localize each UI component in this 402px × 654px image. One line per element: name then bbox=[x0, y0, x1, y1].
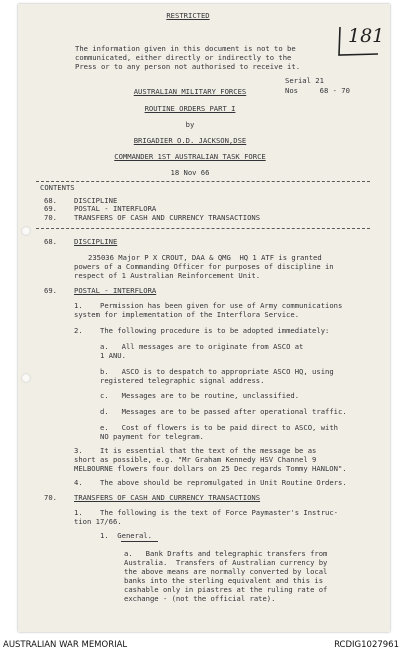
section-68-line-2: powers of a Commanding Officer for purposes of discipline in bbox=[74, 262, 334, 271]
section-68-title: DISCIPLINE bbox=[74, 237, 118, 246]
footer-record-id: RCDIG1027961 bbox=[334, 640, 399, 650]
section-69-para-1-line-1: Permission has been given for use of Army communications bbox=[100, 301, 343, 310]
contents-item-num-69: 69. bbox=[44, 204, 57, 213]
punch-hole-top bbox=[21, 226, 31, 236]
section-69-para-3-num: 3. bbox=[74, 446, 83, 455]
item-b-line-1: b. ASCO is to despatch to appropriate ASCO HQ, using bbox=[100, 367, 334, 376]
section-70-para-1-line-1: The following is the text of Force Paymaster's Instruc- bbox=[100, 508, 338, 517]
commander-title: COMMANDER 1ST AUSTRALIAN TASK FORCE bbox=[114, 152, 266, 161]
archive-footer bbox=[0, 637, 402, 653]
classification-marking: RESTRICTED bbox=[166, 11, 210, 20]
divider-1 bbox=[36, 181, 370, 182]
section-70-title: TRANSFERS OF CASH AND CURRENCY TRANSACTIONS bbox=[74, 493, 261, 502]
footer-institution: AUSTRALIAN WAR MEMORIAL bbox=[3, 640, 128, 650]
sub-a-line-2: Australia. Transfers of Australian currency by bbox=[124, 558, 328, 567]
section-69-para-4-num: 4. bbox=[74, 478, 83, 487]
section-69-title: POSTAL - INTERFLORA bbox=[74, 286, 157, 295]
document-page bbox=[18, 4, 390, 632]
section-69-para-1-num: 1. bbox=[74, 301, 83, 310]
section-70-para-1-num: 1. bbox=[74, 508, 83, 517]
punch-hole-bottom bbox=[21, 373, 31, 383]
sub-a-line-4: banks into the sterling equivalent and this is bbox=[124, 576, 324, 585]
item-c-line-1: c. Messages are to be routine, unclassified. bbox=[100, 391, 300, 400]
handwritten-page-number bbox=[336, 25, 385, 57]
notice-line-2: communicated, either directly or indirectly to the bbox=[75, 53, 292, 62]
section-68-line-3: respect of 1 Australian Reinforcement Unit. bbox=[74, 271, 261, 280]
by-line: by bbox=[185, 120, 195, 129]
contents-item-num-70: 70. bbox=[44, 213, 57, 222]
section-69-para-3-line-3: MELBOURNE flowers four dollars on 25 Dec regards Tommy HANLON". bbox=[74, 464, 347, 473]
section-69-para-4-line-1: The above should be repromulgated in Unit Routine Orders. bbox=[100, 478, 347, 487]
item-a-line-1: a. All messages are to originate from ASCO at bbox=[100, 342, 304, 351]
general-underline bbox=[121, 541, 158, 542]
divider-2 bbox=[36, 228, 370, 229]
commander-name: BRIGADIER O.D. JACKSON,DSE bbox=[133, 136, 247, 145]
contents-item-title-68: DISCIPLINE bbox=[74, 196, 118, 205]
contents-item-title-70: TRANSFERS OF CASH AND CURRENCY TRANSACTIONS bbox=[74, 213, 261, 222]
item-a-line-2: 1 ANU. bbox=[100, 351, 126, 360]
section-69-para-3-line-1: It is essential that the text of the message be as bbox=[100, 446, 317, 455]
item-d-line-1: d. Messages are to be passed after operational traffic. bbox=[100, 407, 347, 416]
sub-a-line-3: the above means are normally converted by local bbox=[124, 567, 328, 576]
section-69-para-3-line-2: short as possible, e.g. "Mr Graham Kennedy HSV Channel 9 bbox=[74, 455, 317, 464]
section-70-number: 70. bbox=[44, 493, 57, 502]
order-numbers: Nos 68 - 70 bbox=[285, 86, 350, 95]
handwritten-number: 181 bbox=[348, 25, 385, 47]
sub-a-line-6: exchange - (not the official rate). bbox=[124, 594, 276, 603]
section-70-sub-1-heading: 1. General. bbox=[100, 531, 152, 540]
notice-line-1: The information given in this document is not to be bbox=[75, 44, 296, 53]
section-70-para-1-line-2: tion 17/66. bbox=[74, 517, 122, 526]
notice-line-3: Press or to any person not authorised to receive it. bbox=[75, 62, 301, 71]
item-e-line-1: e. Cost of flowers is to be paid direct to ASCO, with bbox=[100, 423, 338, 432]
sub-a-line-5: cashable only in piastres at the ruling rate of bbox=[124, 585, 328, 594]
item-b-line-2: registered telegraphic signal address. bbox=[100, 376, 265, 385]
contents-heading: CONTENTS bbox=[40, 183, 75, 192]
order-date: 18 Nov 66 bbox=[170, 168, 210, 177]
section-69-para-2-num: 2. bbox=[74, 326, 83, 335]
document-type: ROUTINE ORDERS PART I bbox=[144, 104, 236, 113]
section-69-number: 69. bbox=[44, 286, 57, 295]
contents-item-num-68: 68. bbox=[44, 196, 57, 205]
sub-a-line-1: a. Bank Drafts and telegraphic transfers from bbox=[124, 549, 328, 558]
organisation-title: AUSTRALIAN MILITARY FORCES bbox=[133, 87, 247, 96]
item-e-line-2: NO payment for telegram. bbox=[100, 432, 204, 441]
contents-item-title-69: POSTAL - INTERFLORA bbox=[74, 204, 157, 213]
section-69-para-2-line-1: The following procedure is to be adopted immediately: bbox=[100, 326, 330, 335]
section-69-para-1-line-2: system for implementation of the Interflora Service. bbox=[74, 310, 300, 319]
section-68-line-1: 235036 Major P X CROUT, DAA & QMG HQ 1 ATF is granted bbox=[88, 253, 322, 262]
section-68-number: 68. bbox=[44, 237, 57, 246]
serial-number: Serial 21 bbox=[285, 76, 324, 85]
